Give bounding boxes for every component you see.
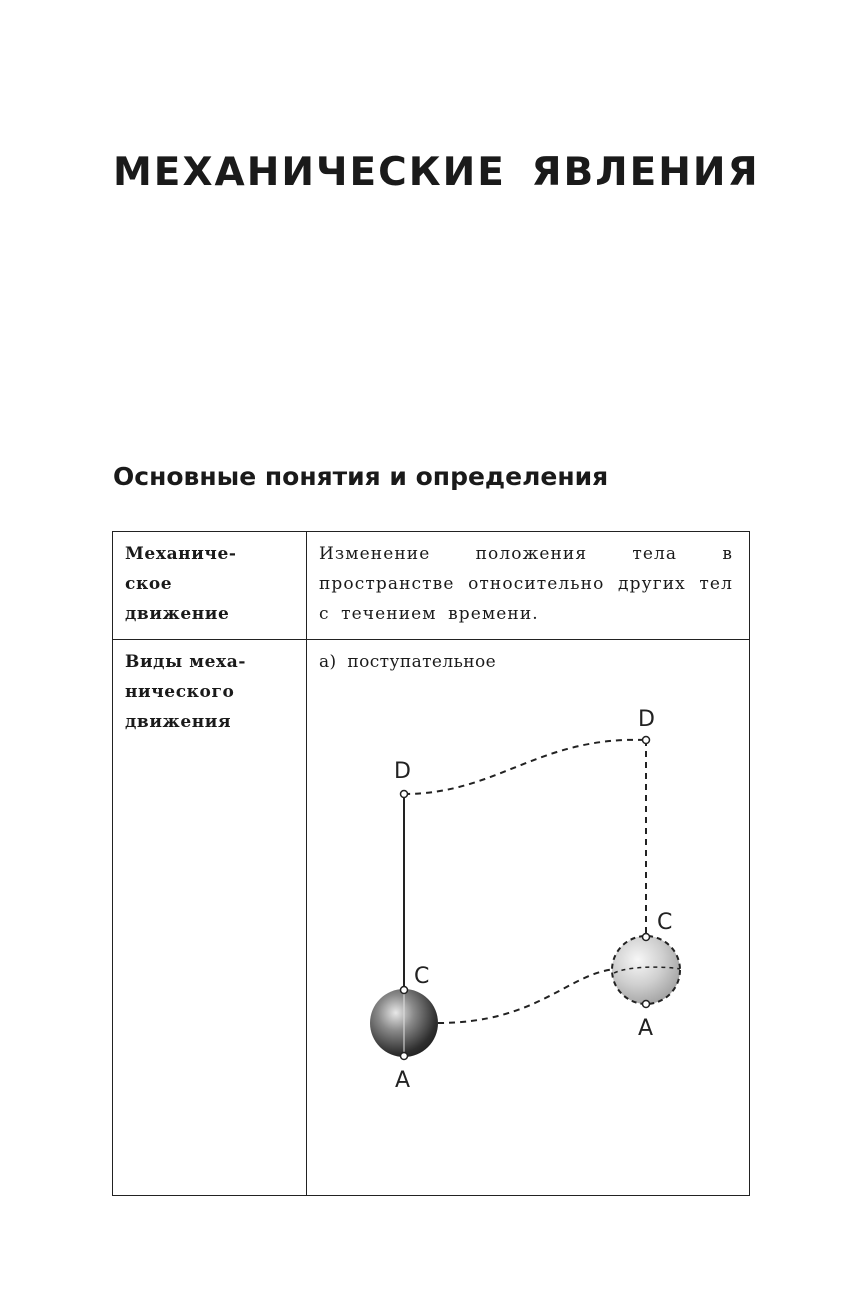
point-a-marker: [643, 1001, 650, 1008]
point-c-marker: [401, 987, 408, 994]
label-a-right: A: [638, 1016, 654, 1041]
trajectory-bottom-dashed: [438, 969, 616, 1023]
term-line: Механиче-: [125, 544, 237, 564]
point-c-marker: [643, 934, 650, 941]
point-d-marker: [401, 791, 408, 798]
table-row: [113, 532, 750, 640]
term-line: нического: [125, 682, 235, 702]
term-line: ское: [125, 574, 173, 594]
term-line: движения: [125, 712, 232, 732]
definition-cell: Изменение положения тела в пространстве относительно других тел с течением времени.: [307, 532, 750, 640]
label-c-left: C: [414, 964, 430, 989]
motion-type-label: а) поступательное: [319, 652, 497, 672]
term-line: движение: [125, 604, 230, 624]
term-line: Виды меха-: [125, 652, 247, 672]
chapter-title: МЕХАНИЧЕСКИЕ ЯВЛЕНИЯ: [113, 150, 760, 195]
label-d-right: D: [638, 707, 655, 732]
label-c-right: C: [657, 910, 673, 935]
point-a-marker: [401, 1053, 408, 1060]
term-cell: [113, 532, 307, 640]
trajectory-top-dashed: [404, 740, 646, 794]
label-d-left: D: [394, 759, 411, 784]
term-cell: [113, 640, 307, 1196]
label-a-left: A: [395, 1068, 411, 1093]
point-d-marker: [643, 737, 650, 744]
section-title: Основные понятия и определения: [113, 462, 609, 491]
translational-motion-diagram: [308, 636, 748, 1188]
